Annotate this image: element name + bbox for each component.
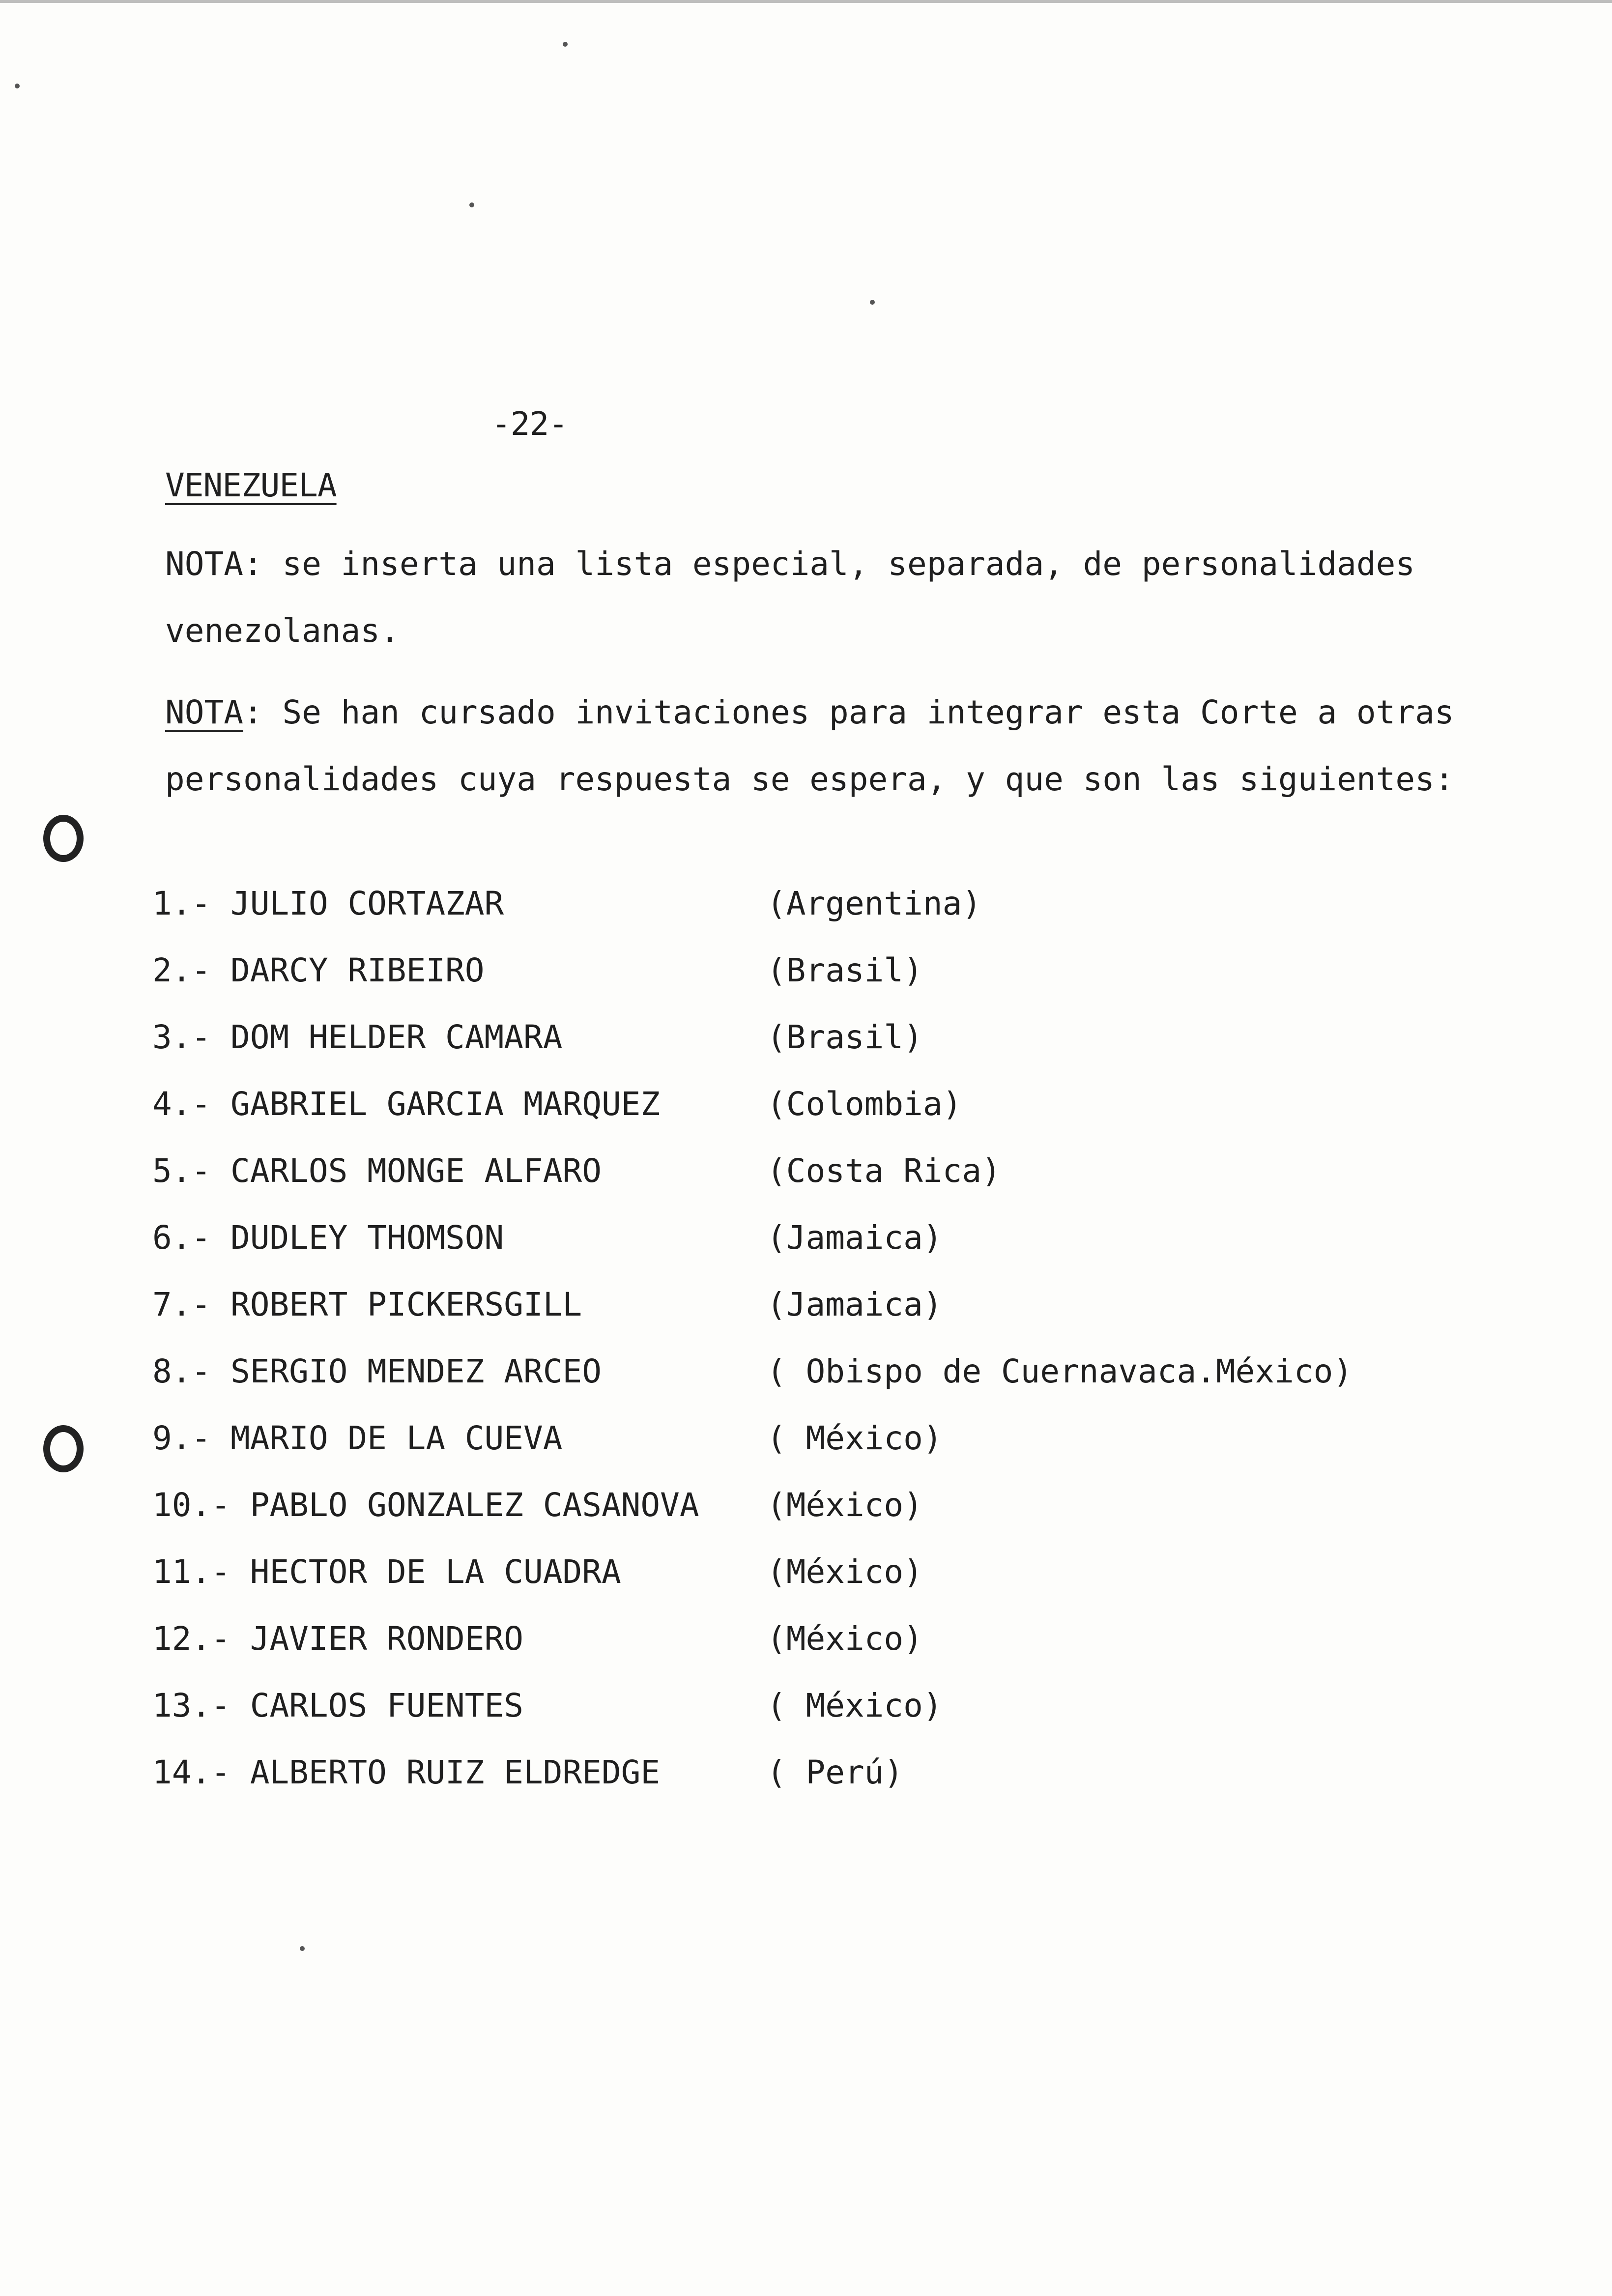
invitee-row xyxy=(152,1419,1479,1486)
scan-top-edge xyxy=(0,0,1612,3)
invitee-name-text: DOM HELDER CAMARA xyxy=(230,1018,563,1056)
invitee-number: 8.- xyxy=(152,1352,211,1390)
note-text: se inserta una lista especial, separada, de personalidades venezolanas. xyxy=(165,545,1415,650)
scan-speck xyxy=(300,1946,305,1951)
invitee-number: 6.- xyxy=(152,1219,211,1257)
scan-speck xyxy=(870,300,875,305)
invitee-number: 1.- xyxy=(152,885,211,922)
invitee-name-text: CARLOS MONGE ALFARO xyxy=(230,1152,602,1190)
invitee-name xyxy=(152,1753,660,1791)
invitee-country: (México) xyxy=(767,1620,923,1658)
invitee-country: (Jamaica) xyxy=(767,1286,943,1323)
note-paragraph-2 xyxy=(165,679,1492,813)
scan-speck xyxy=(469,202,474,207)
note-paragraph-1 xyxy=(165,531,1492,664)
invitee-row xyxy=(152,1018,1479,1085)
page-number: -22- xyxy=(491,405,568,443)
invitee-name xyxy=(152,1553,621,1591)
invitee-name-text: ALBERTO RUIZ ELDREDGE xyxy=(250,1753,661,1791)
invitee-number: 11.- xyxy=(152,1553,230,1591)
invitee-country: (Jamaica) xyxy=(767,1219,943,1257)
scan-speck xyxy=(563,42,568,47)
invitee-name xyxy=(152,1419,562,1457)
invitee-name xyxy=(152,1352,602,1390)
invitee-name-text: JAVIER RONDERO xyxy=(250,1620,523,1658)
invitee-row xyxy=(152,1219,1479,1286)
invitee-number: 13.- xyxy=(152,1687,230,1724)
invitee-name xyxy=(152,1620,523,1658)
invitee-number: 4.- xyxy=(152,1085,211,1123)
invitee-number: 12.- xyxy=(152,1620,230,1658)
invitee-name-text: DUDLEY THOMSON xyxy=(230,1219,504,1257)
invitee-number: 9.- xyxy=(152,1419,211,1457)
invitee-row xyxy=(152,1085,1479,1152)
invitee-country: (Brasil) xyxy=(767,1018,923,1056)
invitee-name xyxy=(152,1286,582,1323)
invitee-number: 2.- xyxy=(152,951,211,989)
invitee-number: 7.- xyxy=(152,1286,211,1323)
invitee-name xyxy=(152,1085,660,1123)
invitee-name-text: ROBERT PICKERSGILL xyxy=(230,1286,582,1323)
invitee-number: 10.- xyxy=(152,1486,230,1524)
invitee-row xyxy=(152,1620,1479,1687)
invitee-name-text: SERGIO MENDEZ ARCEO xyxy=(230,1352,602,1390)
invitee-name xyxy=(152,1018,562,1056)
invitee-row xyxy=(152,1486,1479,1553)
invitee-name xyxy=(152,885,504,922)
invitee-country: ( Perú) xyxy=(767,1753,904,1791)
invitee-country: (México) xyxy=(767,1486,923,1524)
invitee-name-text: PABLO GONZALEZ CASANOVA xyxy=(250,1486,699,1524)
country-heading: VENEZUELA xyxy=(165,466,337,504)
invitee-name-text: JULIO CORTAZAR xyxy=(230,885,504,922)
invitee-row xyxy=(152,1152,1479,1219)
invitee-country: ( Obispo de Cuernavaca.México) xyxy=(767,1352,1353,1390)
invitee-row xyxy=(152,1352,1479,1419)
invitee-row xyxy=(152,1687,1479,1753)
invitee-country: (México) xyxy=(767,1553,923,1591)
punch-hole-bottom xyxy=(43,1425,84,1472)
invitee-number: 5.- xyxy=(152,1152,211,1190)
invitee-row xyxy=(152,1286,1479,1352)
invitee-name xyxy=(152,1219,504,1257)
invitee-name-text: DARCY RIBEIRO xyxy=(230,951,485,989)
invitee-row xyxy=(152,1753,1479,1820)
invitee-country: ( México) xyxy=(767,1687,943,1724)
invitee-name-text: MARIO DE LA CUEVA xyxy=(230,1419,563,1457)
invitee-country: (Brasil) xyxy=(767,951,923,989)
invitee-name-text: GABRIEL GARCIA MARQUEZ xyxy=(230,1085,661,1123)
invitee-name xyxy=(152,951,485,989)
invitee-name xyxy=(152,1687,523,1724)
note-colon: : xyxy=(243,693,263,731)
invitee-row xyxy=(152,951,1479,1018)
scan-speck xyxy=(15,84,20,88)
invitee-row xyxy=(152,885,1479,951)
invitee-name-text: HECTOR DE LA CUADRA xyxy=(250,1553,621,1591)
invitee-row xyxy=(152,1553,1479,1620)
invitee-country: (Costa Rica) xyxy=(767,1152,1001,1190)
invitee-name xyxy=(152,1152,602,1190)
invitee-country: (Argentina) xyxy=(767,885,982,922)
invitee-number: 3.- xyxy=(152,1018,211,1056)
note-text: Se han cursado invitaciones para integrar esta Corte a otras personalidades cuya respuesta se espera, y que son las siguientes: xyxy=(165,693,1454,798)
invitee-name xyxy=(152,1486,699,1524)
invitee-country: (Colombia) xyxy=(767,1085,962,1123)
note-label: NOTA: xyxy=(165,545,263,583)
invitee-number: 14.- xyxy=(152,1753,230,1791)
invitee-name-text: CARLOS FUENTES xyxy=(250,1687,523,1724)
punch-hole-top xyxy=(43,815,84,862)
invitee-country: ( México) xyxy=(767,1419,943,1457)
note-label: NOTA xyxy=(165,693,243,731)
